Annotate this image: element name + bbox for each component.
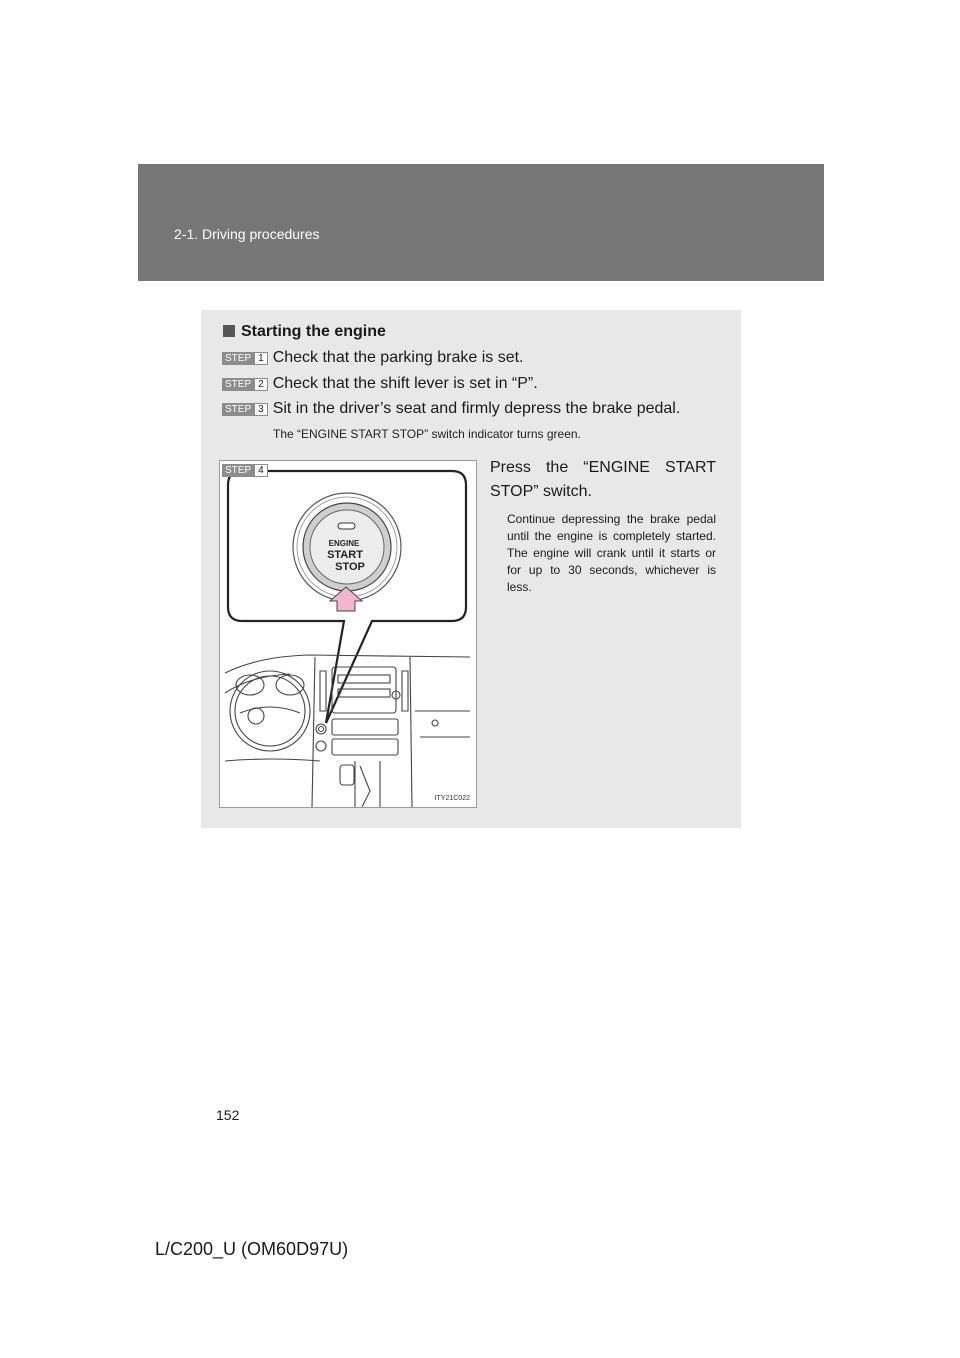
- step-text: Check that the shift lever is set in “P”.: [272, 375, 538, 392]
- engine-switch-illustration: [219, 460, 477, 808]
- section-header-band: [138, 164, 824, 281]
- step-4-text: Press the “ENGINE START STOP” switch.: [490, 459, 716, 500]
- header-title: 2-1. Driving procedures: [174, 226, 320, 242]
- step-badge: STEP 4: [222, 464, 268, 477]
- page-number: 152: [216, 1107, 240, 1123]
- step-3-note: The “ENGINE START STOP” switch indicator turns green.: [273, 427, 581, 441]
- step-2: [222, 375, 538, 393]
- button-label-start: START: [327, 549, 363, 561]
- button-label-engine: ENGINE: [328, 539, 360, 548]
- button-label-stop: STOP: [335, 561, 365, 573]
- section-title: Starting the engine: [223, 323, 386, 341]
- step-badge: STEP 2: [222, 378, 268, 391]
- step-4-note: Continue depressing the brake pedal until the engine is completely started. The engine will crank until it starts or for up to 30 seconds, whichever is less.: [507, 512, 716, 594]
- footer-code: L/C200_U (OM60D97U): [155, 1239, 349, 1259]
- figure-code: ITY21C022: [434, 795, 470, 802]
- dashboard-drawing: [220, 461, 476, 807]
- step-3: [222, 400, 680, 418]
- step-text: Check that the parking brake is set.: [272, 349, 524, 366]
- content-panel: [201, 310, 741, 828]
- step-1: [222, 349, 523, 367]
- step-text: Sit in the driver’s seat and firmly depress the brake pedal.: [272, 400, 681, 417]
- square-bullet-icon: [223, 325, 235, 337]
- step-badge: STEP 1: [222, 352, 268, 365]
- step-badge: STEP 3: [222, 403, 268, 416]
